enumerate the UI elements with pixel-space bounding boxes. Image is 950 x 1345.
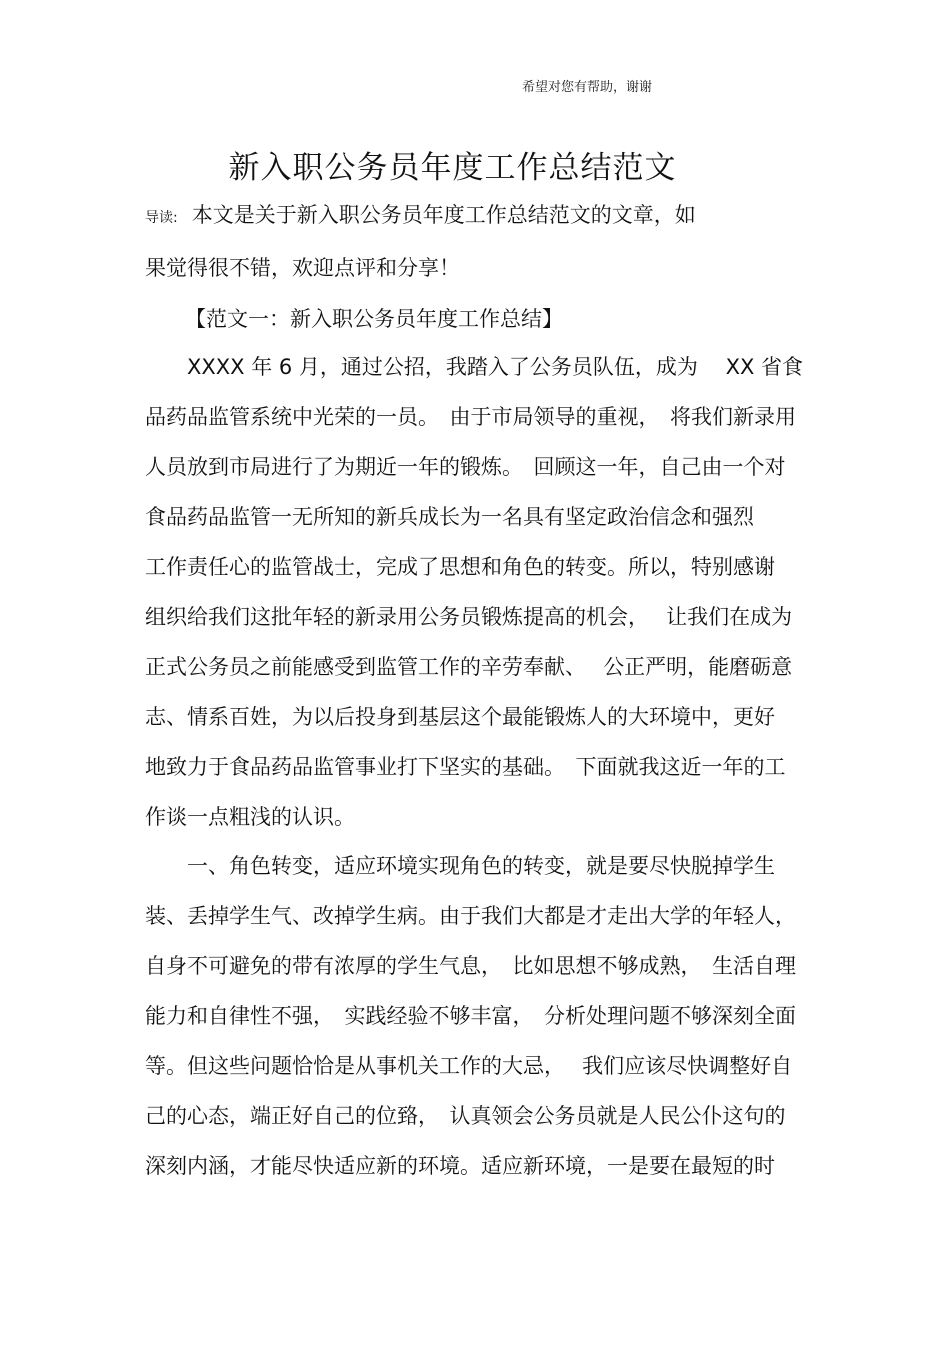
paragraph-1-line: 地致力于食品药品监管事业打下坚实的基础。 下面就我这近一年的工 — [145, 755, 786, 779]
paragraph-1-line: 食品药品监管一无所知的新兵成长为一名具有坚定政治信念和强烈 — [145, 505, 754, 529]
paragraph-1-line: 正式公务员之前能感受到监管工作的辛劳奉献、 公正严明，能磨砺意 — [145, 655, 793, 679]
paragraph-2-line: 己的心态，端正好自己的位臵， 认真领会公务员就是人民公仆这句的 — [145, 1104, 786, 1128]
paragraph-2-line: 等。但这些问题恰恰是从事机关工作的大忌， 我们应该尽快调整好自 — [145, 1054, 793, 1078]
intro-line-2: 果觉得很不错，欢迎点评和分享！ — [145, 256, 460, 280]
paragraph-2-line: 自身不可避免的带有浓厚的学生气息， 比如思想不够成熟， 生活自理 — [145, 954, 796, 978]
paragraph-1-line: 作谈一点粗浅的认识。 — [145, 805, 355, 829]
paragraph-1-line: 品药品监管系统中光荣的一员。 由于市局领导的重视， 将我们新录用 — [145, 405, 796, 429]
intro-text-1: 本文是关于新入职公务员年度工作总结范文的文章，如 — [191, 203, 696, 227]
paragraph-1-line: XXXX 年 6 月，通过公招，我踏入了公务员队伍，成为 XX 省食 — [187, 355, 804, 379]
header-note: 希望对您有帮助，谢谢 — [522, 80, 653, 95]
document-title: 新入职公务员年度工作总结范文 — [228, 150, 677, 186]
intro-line-1 — [145, 200, 696, 233]
paragraph-1-line: 工作责任心的监管战士，完成了思想和角色的转变。所以，特别感谢 — [145, 555, 775, 579]
paragraph-2-line: 能力和自律性不强， 实践经验不够丰富， 分析处理问题不够深刻全面 — [145, 1004, 796, 1028]
paragraph-1-line: 组织给我们这批年轻的新录用公务员锻炼提高的机会， 让我们在成为 — [145, 605, 793, 629]
section-heading: 【范文一：新入职公务员年度工作总结】 — [185, 307, 563, 331]
intro-label: 导读: — [145, 210, 178, 226]
paragraph-1-line: 人员放到市局进行了为期近一年的锻炼。 回顾这一年，自己由一个对 — [145, 455, 786, 479]
paragraph-2-line: 装、丢掉学生气、改掉学生病。由于我们大都是才走出大学的年轻人， — [145, 904, 796, 928]
paragraph-1-line: 志、情系百姓，为以后投身到基层这个最能锻炼人的大环境中，更好 — [145, 705, 775, 729]
paragraph-2-line: 一、角色转变，适应环境实现角色的转变，就是要尽快脱掉学生 — [187, 854, 775, 878]
paragraph-2-line: 深刻内涵，才能尽快适应新的环境。适应新环境，一是要在最短的时 — [145, 1154, 775, 1178]
